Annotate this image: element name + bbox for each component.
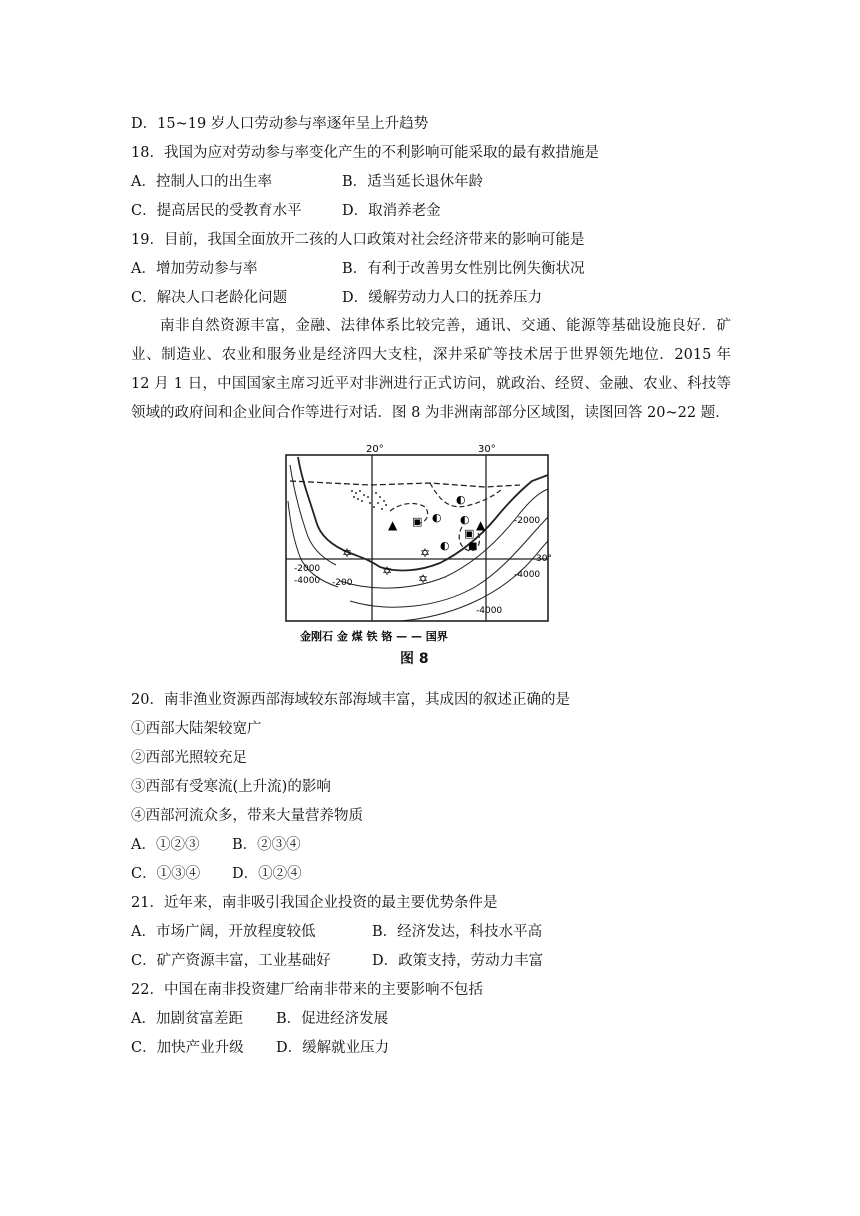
q20-stem: 20．南非渔业资源西部海域较东部海域丰富，其成因的叙述正确的是 [131,692,570,708]
figure-caption: 图 8 [400,651,429,667]
q19-option-c: C．解决人口老龄化问题 [131,290,288,306]
lon-30-label: 30° [478,444,496,455]
q22-option-b: B．促进经济发展 [276,1011,389,1027]
reading-passage: 南非自然资源丰富，金融、法律体系比较完善，通讯、交通、能源等基础设施良好．矿业、制造业、农业和服务业是经济四大支柱，深井采矿等技术居于世界领先地位．2015 年 12 月 1 日，中国国家主席习近平对非洲进行正式访问，就政治、经贸、金融、农业、科技等领域的政府间和企业间合作等进行对话．图 8 为非洲南部部分区域图，读图回答 20~22 题． [131,318,731,421]
coal-symbol-2: ■ [468,541,478,552]
gold-symbol-4: ◐ [440,539,450,552]
chrome-symbol: ▣ [464,527,475,540]
depth-label-3: -4000 [294,576,321,586]
q21-option-c: C．矿产资源丰富，工业基础好 [131,953,331,969]
q19-option-a: A．增加劳动参与率 [131,261,258,277]
q20-statement-3: ③西部有受寒流(上升流)的影响 [131,779,331,795]
q20-option-a: A．①②③ [131,837,200,853]
q20-statement-2: ②西部光照较充足 [131,750,247,766]
depth-label-5: -4000 [514,570,541,580]
q18-option-d: D．取消养老金 [342,203,441,219]
q19-option-d: D．缓解劳动力人口的抚养压力 [342,290,543,306]
q19-stem: 19．目前，我国全面放开二孩的人口政策对社会经济带来的影响可能是 [131,232,585,248]
q20-option-d: D．①②④ [232,866,302,882]
depth-label-4: -200 [332,578,353,588]
contour-south-2 [350,517,548,607]
map-legend: 金刚石 金 煤 铁 铬 — — 国界 [300,630,448,643]
depth-label-6: -4000 [476,606,503,616]
q20-statement-4: ④西部河流众多，带来大量营养物质 [131,808,363,824]
depth-label-2: -2000 [294,564,321,574]
map-svg [280,441,552,673]
depth-label-1: -2000 [514,516,541,526]
figure-8-map [280,441,552,673]
q20-statement-1: ①西部大陆架较宽广 [131,721,262,737]
iron-symbol-2: ▲ [476,518,486,532]
diamond-symbol-3: ✡ [382,564,393,578]
diamond-symbol-1: ✡ [342,546,353,560]
gold-symbol-2: ◐ [456,493,466,506]
q18-stem: 18．我国为应对劳动参与率变化产生的不利影响可能采取的最有救措施是 [131,145,599,161]
lat-30-label: 30° [536,554,552,564]
iron-symbol-1: ▲ [388,518,398,532]
lon-20-label: 20° [366,444,384,455]
q21-option-d: D．政策支持，劳动力丰富 [372,953,544,969]
q22-option-c: C．加快产业升级 [131,1040,244,1056]
diamond-symbol-2: ✡ [420,546,431,560]
q18-option-a: A．控制人口的出生率 [131,174,272,190]
desert-dots [351,490,387,510]
q17-option-d: D．15~19 岁人口劳动参与率逐年呈上升趋势 [131,116,429,132]
q20-option-c: C．①③④ [131,866,201,882]
q22-option-d: D．缓解就业压力 [276,1040,390,1056]
q21-option-b: B．经济发达，科技水平高 [372,924,543,940]
q20-option-b: B．②③④ [232,837,301,853]
q21-stem: 21．近年来，南非吸引我国企业投资的最主要优势条件是 [131,895,498,911]
q18-option-c: C．提高居民的受教育水平 [131,203,302,219]
coal-symbol-1: ▣ [412,515,423,528]
gold-symbol-1: ◐ [432,511,442,524]
diamond-symbol-4: ✡ [418,572,429,586]
gold-symbol-3: ◐ [460,513,470,526]
q22-stem: 22．中国在南非投资建厂给南非带来的主要影响不包括 [131,982,483,998]
contour-west-1 [290,465,336,565]
q19-option-b: B．有利于改善男女性别比例失衡状况 [342,261,585,277]
q18-option-b: B．适当延长退休年龄 [342,174,484,190]
q21-option-a: A．市场广阔，开放程度较低 [131,924,316,940]
q22-option-a: A．加剧贫富差距 [131,1011,243,1027]
